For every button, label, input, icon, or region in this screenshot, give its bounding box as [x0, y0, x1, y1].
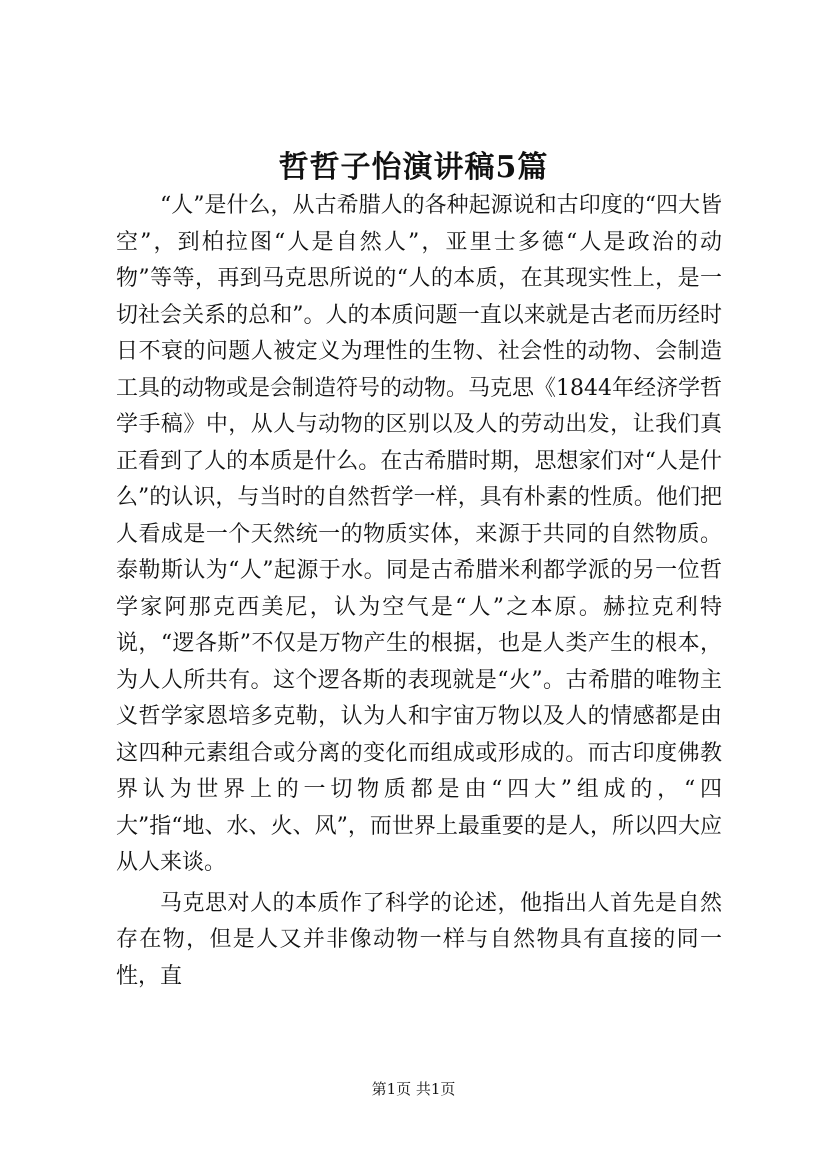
paragraph-2: 马克思对人的本质作了科学的论述，他指出人首先是自然存在物，但是人又并非像动物一样与自然物具有直接的同一性，直: [116, 890, 722, 989]
paragraph-1: “人”是什么，从古希腊人的各种起源说和古印度的“四大皆空”，到柏拉图“人是自然人”，亚里士多德“人是政治的动物”等等，再到马克思所说的“人的本质，在其现实性上，是一切社会关系的总和”。人的本质问题一直以来就是古老而历经时日不衰的问题人被定义为理性的生物、社会性的动物、会制造工具的动物或是会制造符号的动物。马克思《1844年经济学哲学手稿》中，从人与动物的区别以及人的劳动出发，让我们真正看到了人的本质是什么。在古希腊时期，思想家们对“人是什么”的认识，与当时的自然哲学一样，具有朴素的性质。他们把人看成是一个天然统一的物质实体，来源于共同的自然物质。泰勒斯认为“人”起源于水。同是古希腊米利都学派的另一位哲学家阿那克西美尼，认为空气是“人”之本原。赫拉克利特说，“逻各斯”不仅是万物产生的根据，也是人类产生的根本，为人人所共有。这个逻各斯的表现就是“火”。古希腊的唯物主义哲学家恩培多克勒，认为人和宇宙万物以及人的情感都是由这四种元素组合或分离的变化而组成或形成的。而古印度佛教界认为世界上的一切物质都是由“四大”组成的，“四大”指“地、水、火、风”，而世界上最重要的是人，所以四大应从人来谈。: [116, 193, 722, 875]
document-title: 哲哲子怡演讲稿5篇: [278, 150, 549, 185]
document-body: [116, 188, 722, 999]
page-footer: 第1页 共1页: [371, 1080, 456, 1098]
